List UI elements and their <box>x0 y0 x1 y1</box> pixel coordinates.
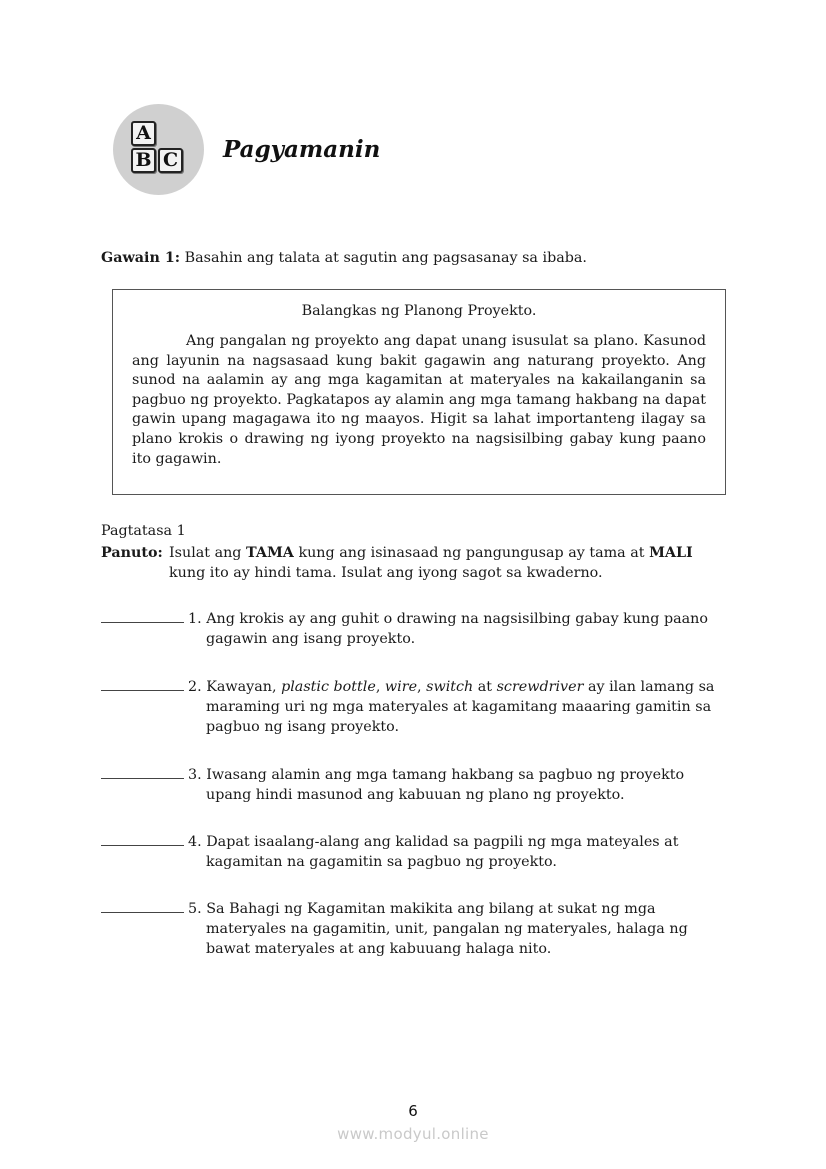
question-number: 1. <box>188 611 202 627</box>
question-text: bawat materyales at ang kabuuang halaga nito. <box>206 941 552 957</box>
abc-blocks-icon <box>113 104 204 195</box>
question-text: maraming uri ng mga materyales at kagamitang maaaring gamitin sa <box>206 699 712 715</box>
block-c: C <box>158 148 183 173</box>
question-number: 4. <box>188 834 202 850</box>
reading-box-title: Balangkas ng Planong Proyekto. <box>301 303 537 319</box>
mali-keyword: MALI <box>649 545 693 561</box>
assessment-title: Pagtatasa 1 <box>101 523 186 539</box>
question-text: at <box>473 679 497 695</box>
block-b: B <box>131 148 156 173</box>
question-item-4 <box>101 832 728 872</box>
panuto-text: kung ang isinasaad ng pangungusap ay tama at <box>298 545 645 561</box>
italic-term: wire <box>384 679 418 695</box>
page-number: 6 <box>408 1102 418 1120</box>
panuto-line-1 <box>169 543 693 563</box>
tama-keyword: TAMA <box>246 545 294 561</box>
answer-blank[interactable] <box>101 765 184 779</box>
panuto-line-2: kung ito ay hindi tama. Isulat ang iyong sagot sa kwaderno. <box>169 565 603 581</box>
question-text: kagamitan na gagamitin sa pagbuo ng proyekto. <box>206 854 557 870</box>
question-text: Iwasang alamin ang mga tamang hakbang sa pagbuo ng proyekto <box>206 767 685 783</box>
question-text: Sa Bahagi ng Kagamitan makikita ang bilang at sukat ng mga <box>206 901 656 917</box>
panuto-text: Isulat ang <box>169 545 242 561</box>
gawain-text: Basahin ang talata at sagutin ang pagsasanay sa ibaba. <box>184 250 587 266</box>
question-item-2 <box>101 677 728 737</box>
question-text: Dapat isaalang-alang ang kalidad sa pagpili ng mga mateyales at <box>206 834 679 850</box>
gawain-instruction <box>101 248 587 268</box>
question-number: 2. <box>188 679 202 695</box>
reading-box <box>112 289 726 495</box>
italic-term: screwdriver <box>496 679 584 695</box>
question-text: , <box>375 679 385 695</box>
question-number: 5. <box>188 901 202 917</box>
block-a: A <box>131 121 156 146</box>
answer-blank[interactable] <box>101 832 184 846</box>
gawain-label: Gawain 1: <box>101 250 181 266</box>
italic-term: plastic bottle <box>281 679 376 695</box>
question-text: upang hindi masunod ang kabuuan ng plano ng proyekto. <box>206 787 625 803</box>
question-text: materyales na gagamitin, unit, pangalan ng materyales, halaga ng <box>206 921 688 937</box>
question-text: pagbuo ng isang proyekto. <box>206 719 400 735</box>
panuto-label: Panuto: <box>101 545 163 561</box>
watermark: www.modyul.online <box>337 1125 489 1143</box>
panuto-instructions <box>101 543 728 583</box>
italic-term: switch <box>426 679 474 695</box>
question-item-1 <box>101 609 728 649</box>
question-item-5 <box>101 899 728 959</box>
answer-blank[interactable] <box>101 899 184 913</box>
question-text: Ang krokis ay ang guhit o drawing na nagsisilbing gabay kung paano <box>206 611 708 627</box>
answer-blank[interactable] <box>101 609 184 623</box>
question-text: gagawin ang isang proyekto. <box>206 631 416 647</box>
reading-paragraph: Ang pangalan ng proyekto ang dapat unang isusulat sa plano. Kasunod ang layunin na nagsasaad kung bakit gagawin ang naturang proyekto. Ang sunod na aalamin ay ang mga kagamitan at materyales na kakailanganin sa pagbuo ng proyekto. Pagkatapos ay alamin ang mga tamang hakbang na dapat gawin upang magagawa ito ng maayos. Higit sa lahat importanteng ilagay sa plano krokis o drawing ng iyong proyekto na nagsisilbing gabay kung paano ito gagawin. <box>132 333 706 467</box>
section-title: Pagyamanin <box>223 136 381 163</box>
question-text: ay ilan lamang sa <box>583 679 715 695</box>
question-item-3 <box>101 765 728 805</box>
answer-blank[interactable] <box>101 677 184 691</box>
question-text: Kawayan, <box>206 679 282 695</box>
question-text: , <box>417 679 427 695</box>
question-number: 3. <box>188 767 202 783</box>
